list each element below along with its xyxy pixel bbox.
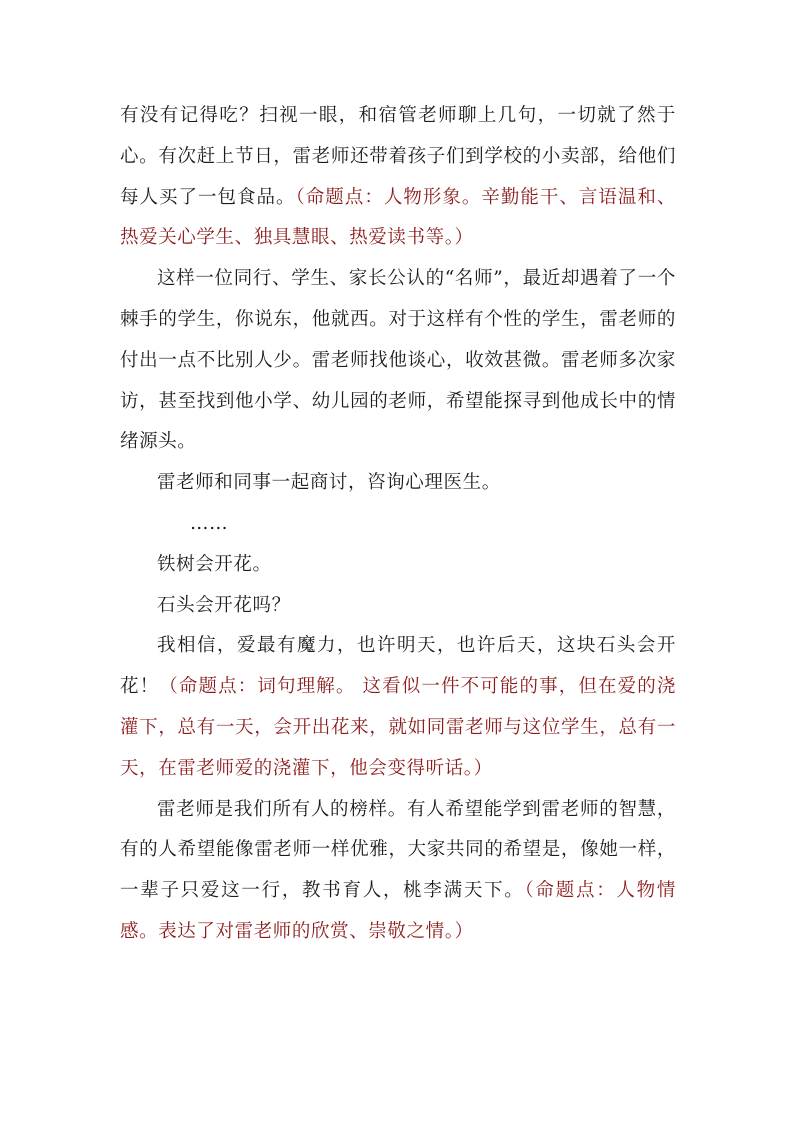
- paragraph-text: ……: [190, 512, 229, 534]
- paragraph-1: [120, 96, 676, 259]
- paragraph-ellipsis: [120, 504, 676, 545]
- paragraph-text: 雷老师是我们所有人的榜样。有人希望能学到雷老师的智慧，有的人希望能像雷老师一样优雅，大家共同的希望是，像她一样，一辈子只爱这一行，教书育人，桃李满天下。: [120, 798, 676, 902]
- paragraph-7: [120, 626, 676, 789]
- paragraph-text: 我相信，爱最有魔力，也许明天，也许后天，这块石头会开花！: [120, 635, 676, 698]
- paragraph-text: 雷老师和同事一起商讨，咨询心理医生。: [157, 472, 501, 494]
- paragraph-text: 铁树会开花。: [157, 553, 272, 575]
- annotation-note: （命题点：人物情感。表达了对雷老师的欣赏、崇敬之情。）: [120, 880, 676, 942]
- paragraph-5: [120, 545, 676, 586]
- paragraph-8: [120, 790, 676, 953]
- paragraph-6: [120, 586, 676, 627]
- paragraph-2: [120, 259, 676, 463]
- paragraph-text: 这样一位同行、学生、家长公认的“名师”，最近却遇着了一个棘手的学生，你说东，他就西。对于这样有个性的学生，雷老师的付出一点不比别人少。雷老师找他谈心，收效甚微。雷老师多次家访，甚至找到他小学、幼儿园的老师，希望能探寻到他成长中的情绪源头。: [120, 268, 676, 453]
- paragraph-text: 石头会开花吗？: [157, 594, 291, 616]
- annotation-note: （命题点：人物形象。辛勤能干、言语温和、热爱关心学生、独具慧眼、热爱读书等。）: [120, 186, 676, 249]
- paragraph-3: [120, 463, 676, 504]
- paragraph-text: 有没有记得吃？扫视一眼，和宿管老师聊上几句，一切就了然于心。有次赶上节日，雷老师还带着孩子们到学校的小卖部，给他们每人买了一包食品。: [120, 105, 676, 208]
- document-body: [120, 96, 676, 953]
- annotation-note: （命题点：词句理解。 这看似一件不可能的事，但在爱的浇灌下，总有一天，会开出花来，就如同雷老师与这位学生，总有一天，在雷老师爱的浇灌下，他会变得听话。）: [120, 676, 677, 779]
